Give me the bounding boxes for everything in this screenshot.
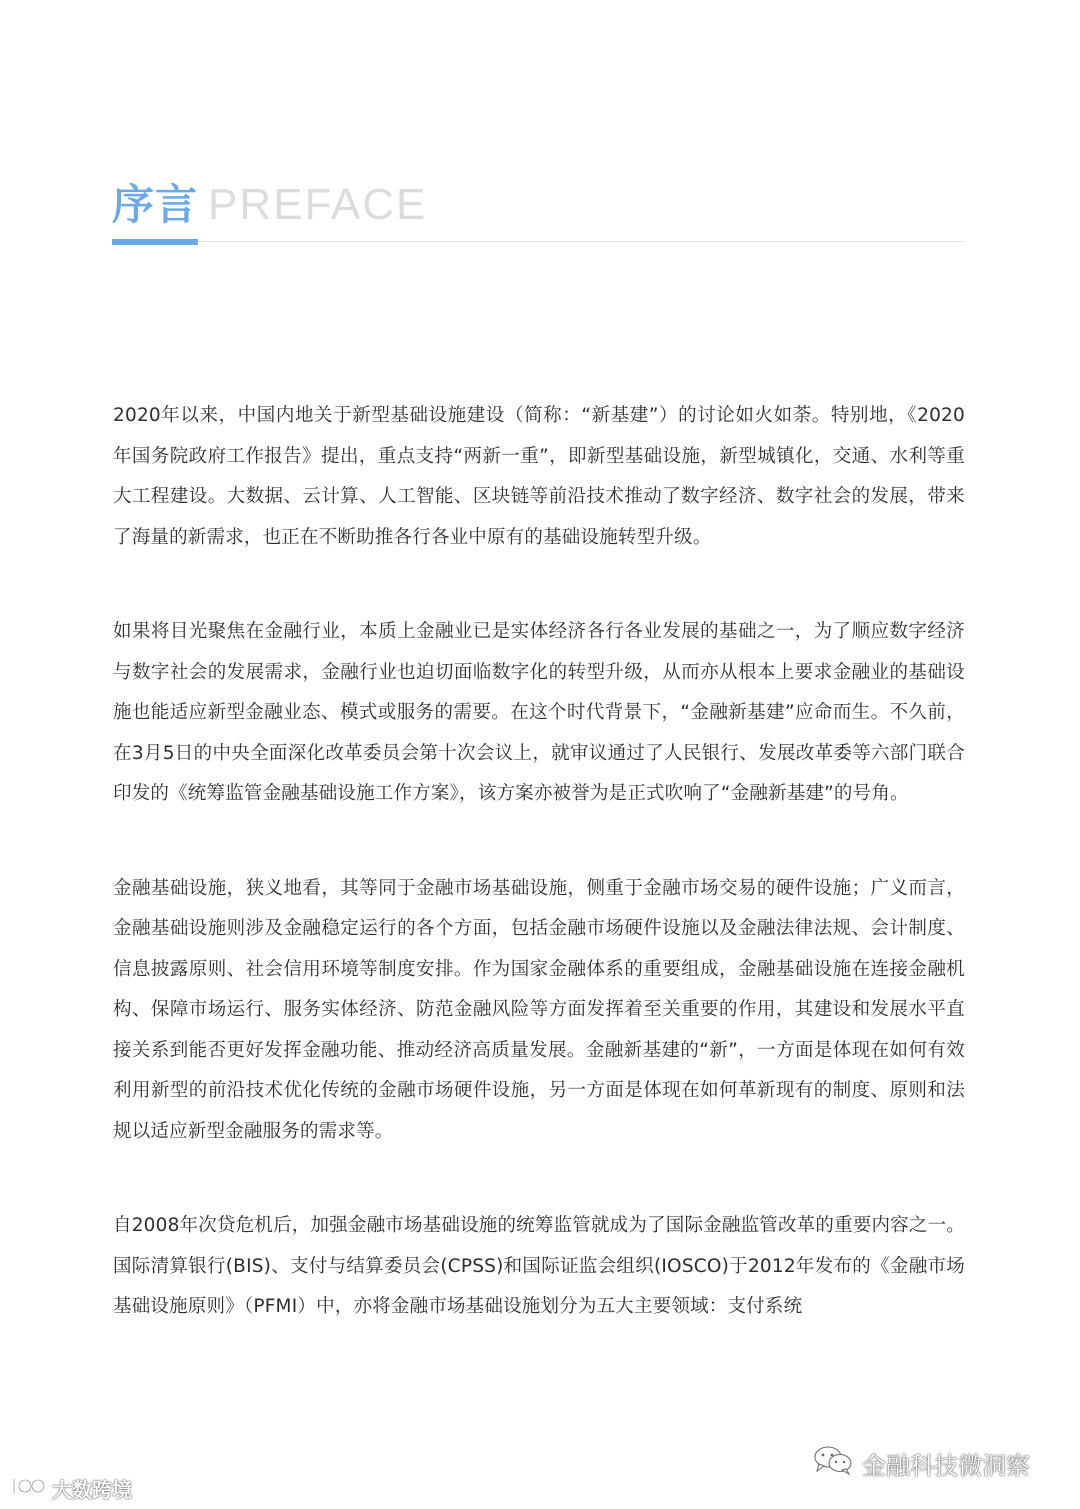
preface-body — [113, 396, 965, 1382]
title-accent-underline — [112, 239, 198, 245]
wechat-icon — [812, 1443, 854, 1483]
page-title-english: PREFACE — [208, 180, 428, 229]
watermark-right-text: 金融科技微洞察 — [862, 1451, 1030, 1480]
paragraph-4: 自2008年次贷危机后，加强金融市场基础设施的统筹监管就成为了国际金融监管改革的重要内容之一。国际清算银行(BIS)、支付与结算委员会(CPSS)和国际证监会组织(IOSCO)于2012年发布的《金融市场基础设施原则》（PFMI）中，亦将金融市场基础设施划分为五大主要领域：支付系统 — [113, 1215, 965, 1317]
title-row — [112, 172, 964, 232]
watermark-left — [10, 1474, 132, 1503]
100-logo-icon — [10, 1475, 46, 1502]
page-title-chinese: 序言 — [112, 180, 199, 229]
paragraph-2: 如果将目光聚焦在金融行业，本质上金融业已是实体经济各行各业发展的基础之一，为了顺应数字经济与数字社会的发展需求，金融行业也迫切面临数字化的转型升级，从而亦从根本上要求金融业的基础设施也能适应新型金融业态、模式或服务的需要。在这个时代背景下，“金融新基建”应命而生。不久前，在3月5日的中央全面深化改革委员会第十次会议上，就审议通过了人民银行、发展改革委等六部门联合印发的《统筹监管金融基础设施工作方案》，该方案亦被誉为是正式吹响了“金融新基建”的号角。 — [113, 621, 965, 804]
title-divider — [112, 241, 964, 242]
preface-header — [112, 172, 964, 247]
watermark-left-text: 大数跨境 — [52, 1478, 132, 1502]
paragraph-3: 金融基础设施，狭义地看，其等同于金融市场基础设施，侧重于金融市场交易的硬件设施；广义而言，金融基础设施则涉及金融稳定运行的各个方面，包括金融市场硬件设施以及金融法律法规、会计制度、信息披露原则、社会信用环境等制度安排。作为国家金融体系的重要组成，金融基础设施在连接金融机构、保障市场运行、服务实体经济、防范金融风险等方面发挥着至关重要的作用，其建设和发展水平直接关系到能否更好发挥金融功能、推动经济高质量发展。金融新基建的“新”，一方面是体现在如何有效利用新型的前沿技术优化传统的金融市场硬件设施，另一方面是体现在如何革新现有的制度、原则和法规以适应新型金融服务的需求等。 — [113, 877, 965, 1142]
watermark-right — [812, 1443, 1030, 1483]
paragraph-1: 2020年以来，中国内地关于新型基础设施建设（简称：“新基建”）的讨论如火如荼。特别地，《2020年国务院政府工作报告》提出，重点支持“两新一重”，即新型基础设施，新型城镇化，交通、水利等重大工程建设。大数据、云计算、人工智能、区块链等前沿技术推动了数字经济、数字社会的发展，带来了海量的新需求，也正在不断助推各行各业中原有的基础设施转型升级。 — [113, 405, 965, 548]
